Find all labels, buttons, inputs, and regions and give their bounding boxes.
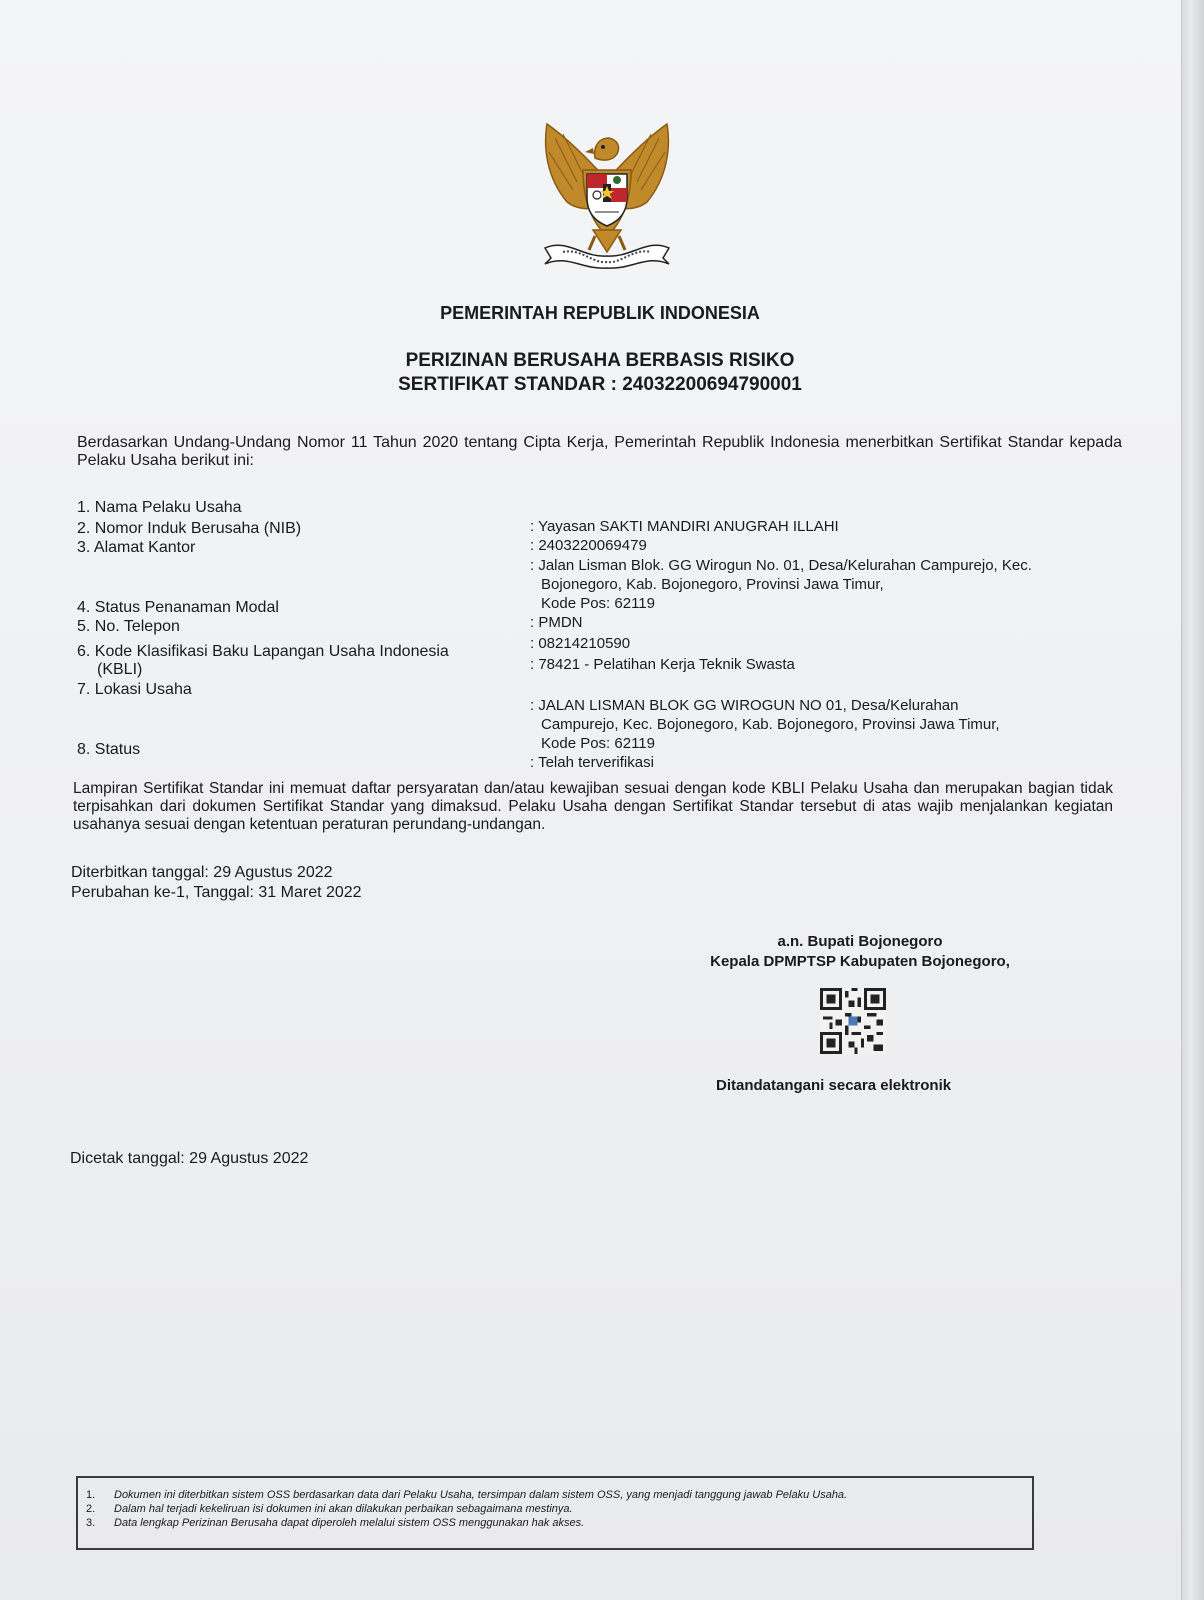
qr-code-icon — [820, 988, 886, 1054]
value-business-location-line2: Campurejo, Kec. Bojonegoro, Kab. Bojonegoro, Provinsi Jawa Timur, — [541, 716, 1000, 733]
label-nib: 2. Nomor Induk Berusaha (NIB) — [77, 520, 302, 537]
label-kbli: 6. Kode Klasifikasi Baku Lapangan Usaha Indonesia — [77, 643, 449, 660]
label-phone: 5. No. Telepon — [77, 618, 180, 635]
signature-block — [640, 932, 1080, 972]
footnote-item — [86, 1502, 1022, 1516]
footnote-item — [86, 1516, 1022, 1530]
printed-date: Dicetak tanggal: 29 Agustus 2022 — [70, 1150, 309, 1167]
footnote-number: 3. — [86, 1517, 96, 1529]
value-nib: : 2403220069479 — [530, 537, 647, 554]
permit-title: PERIZINAN BERUSAHA BERBASIS RISIKO — [405, 350, 795, 371]
garuda-emblem-icon — [537, 118, 677, 274]
value-business-location-line3: Kode Pos: 62119 — [541, 735, 655, 752]
value-phone: : 08214210590 — [530, 635, 631, 652]
page-edge — [1181, 0, 1204, 1600]
value-office-address-line2: Bojonegoro, Kab. Bojonegoro, Provinsi Jawa Timur, — [541, 576, 884, 593]
intro-paragraph: Berdasarkan Undang-Undang Nomor 11 Tahun 2020 tentang Cipta Kerja, Pemerintah Republik Indonesia menerbitkan Sertifikat Standar kepada Pelaku Usaha berikut ini: — [77, 434, 1122, 469]
footnote-text: Dokumen ini diterbitkan sistem OSS berdasarkan data dari Pelaku Usaha, tersimpan dalam sistem OSS, yang menjadi tanggung jawab Pelaku Usaha. — [114, 1489, 848, 1501]
footnote-text: Data lengkap Perizinan Berusaha dapat diperoleh melalui sistem OSS menggunakan hak akses. — [114, 1517, 585, 1529]
footnotes-box — [76, 1476, 1034, 1550]
label-investment-status: 4. Status Penanaman Modal — [77, 599, 279, 616]
label-status: 8. Status — [77, 741, 141, 758]
issued-date: Diterbitkan tanggal: 29 Agustus 2022 — [71, 864, 333, 881]
closing-paragraph: Lampiran Sertifikat Standar ini memuat daftar persyaratan dan/atau kewajiban sesuai dengan kode KBLI Pelaku Usaha dan merupakan bagian tidak terpisahkan dari dokumen Sertifikat Standar yang dimaksud. Pelaku Usaha dengan Sertifikat Standar tersebut di atas wajib menjalankan kegiatan usahanya sesuai dengan ketentuan peraturan perundang-undangan. — [73, 780, 1113, 833]
footnote-text: Dalam hal terjadi kekeliruan isi dokumen ini akan dilakukan perbaikan sebagaimana mestinya. — [114, 1503, 573, 1515]
issue-dates — [71, 863, 362, 903]
footnote-number: 1. — [86, 1489, 96, 1501]
signatory-line1: a.n. Bupati Bojonegoro — [777, 933, 943, 950]
label-kbli-abbr: (KBLI) — [97, 661, 143, 678]
electronic-signature-note: Ditandatangani secara elektronik — [716, 1077, 952, 1094]
label-business-name: 1. Nama Pelaku Usaha — [77, 499, 242, 516]
value-office-address: : Jalan Lisman Blok. GG Wirogun No. 01, Desa/Kelurahan Campurejo, Kec. — [530, 557, 1032, 574]
value-kbli: : 78421 - Pelatihan Kerja Teknik Swasta — [530, 656, 795, 673]
value-office-address-line3: Kode Pos: 62119 — [541, 595, 655, 612]
government-heading: PEMERINTAH REPUBLIK INDONESIA — [440, 303, 760, 323]
footnote-item — [86, 1488, 1022, 1502]
value-business-location: : JALAN LISMAN BLOK GG WIROGUN NO 01, Desa/Kelurahan — [530, 697, 959, 714]
value-investment-status: : PMDN — [530, 614, 583, 631]
signatory-line2: Kepala DPMPTSP Kabupaten Bojonegoro, — [710, 953, 1010, 970]
amendment-date: Perubahan ke-1, Tanggal: 31 Maret 2022 — [71, 884, 362, 901]
certificate-number: SERTIFIKAT STANDAR : 24032200694790001 — [398, 374, 802, 395]
document-title — [300, 349, 900, 397]
label-business-location: 7. Lokasi Usaha — [77, 681, 192, 698]
value-status: : Telah terverifikasi — [530, 754, 654, 771]
label-office-address: 3. Alamat Kantor — [77, 539, 196, 556]
value-business-name: : Yayasan SAKTI MANDIRI ANUGRAH ILLAHI — [530, 518, 839, 535]
footnote-number: 2. — [86, 1503, 96, 1515]
